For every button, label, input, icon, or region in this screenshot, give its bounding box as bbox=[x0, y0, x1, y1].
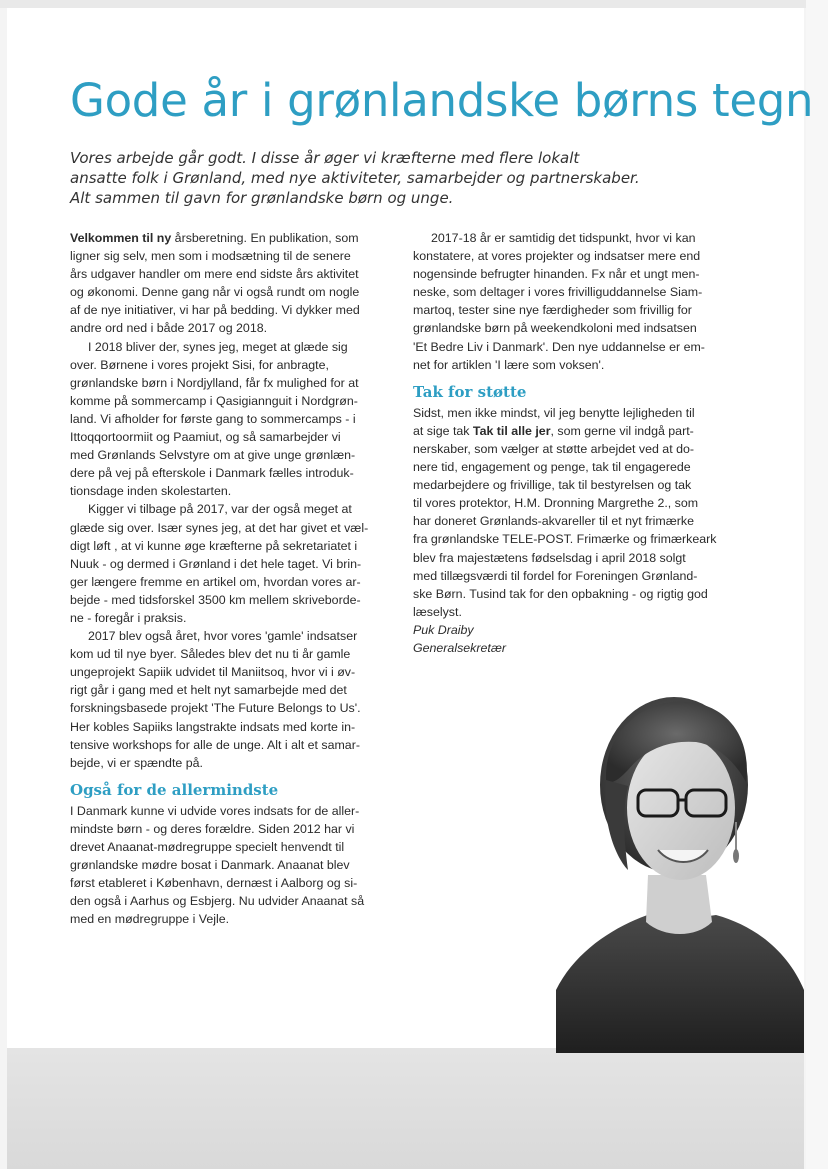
intro-lead bbox=[70, 148, 760, 208]
paragraph-synergy bbox=[413, 229, 738, 374]
text-line: digt løft , at vi kunne øge kræfterne på sekretariatet i bbox=[70, 538, 358, 553]
text-line: at sige tak bbox=[413, 423, 473, 438]
intro-line: Vores arbejde går godt. I disse år øger vi kræfterne med flere lokalt bbox=[70, 149, 580, 167]
text-line: Sidst, men ikke mindst, vil jeg benytte lejligheden til bbox=[413, 405, 695, 420]
text-line: net for artiklen 'I lære som voksen'. bbox=[413, 357, 605, 372]
paragraph-anaanat bbox=[70, 802, 392, 929]
section-heading-tak-for-stotte: Tak for støtte bbox=[413, 382, 527, 401]
scan-top-edge bbox=[0, 0, 828, 8]
text-line: grønlandske børn på weekendkoloni med indsatsen bbox=[413, 321, 697, 336]
page-title: Gode år i grønlandske børns tegn bbox=[70, 74, 814, 127]
text-line: den også i Aarhus og Esbjerg. Nu udvider Anaanat så bbox=[70, 894, 365, 909]
text-line: grønlandske børn i Nordjylland, får fx mulighed for at bbox=[70, 375, 359, 390]
section-heading-allermindste: Også for de allermindste bbox=[70, 780, 279, 799]
text-line: årsberetning. En publikation, som bbox=[171, 231, 359, 245]
text-line: glæde sig over. Især synes jeg, at det har givet et væl- bbox=[70, 520, 369, 535]
text-line: nogensinde befrugter hinanden. Fx når et ungt men- bbox=[413, 267, 700, 282]
text-line: Ittoqqortoormiit og Paamiut, og så samarbejder vi bbox=[70, 430, 341, 445]
text-line: over. Børnene i vores projekt Sisi, for anbragte, bbox=[70, 357, 329, 372]
text-line: til vores protektor, H.M. Dronning Margrethe 2., som bbox=[413, 496, 699, 511]
text-line: ger længere fremme en artikel om, hvordan vores ar- bbox=[70, 574, 361, 589]
text-line: forskningsbasede projekt 'The Future Belongs to Us'. bbox=[70, 701, 361, 716]
text-line: land. Vi afholder for første gang to sommercamps - i bbox=[70, 411, 356, 426]
intro-line: Alt sammen til gavn for grønlandske børn og unge. bbox=[70, 189, 454, 207]
text-line: ligner sig selv, men som i modsætning til de senere bbox=[70, 249, 351, 264]
signature-title: Generalsekretær bbox=[413, 640, 506, 655]
text-line: medarbejdere og frivillige, tak til bestyrelsen og tak bbox=[413, 478, 692, 493]
text-line: I 2018 bliver der, synes jeg, meget at glæde sig bbox=[88, 339, 348, 354]
text-line: ungeprojekt Sapiik udvidet til Maniitsoq, hvor vi i øv- bbox=[70, 665, 356, 680]
intro-line: ansatte folk i Grønland, med nye aktiviteter, samarbejder og partnerskaber. bbox=[70, 169, 640, 187]
text-line: 'Et Bedre Liv i Danmark'. Den nye uddannelse er em- bbox=[413, 339, 705, 354]
portrait-photo bbox=[556, 690, 804, 1053]
paragraph-thanks bbox=[413, 404, 738, 621]
text-line: tensive workshops for alle de unge. Alt i alt et samar- bbox=[70, 737, 360, 752]
left-column bbox=[70, 229, 392, 928]
text-line: har doneret Grønlands-akvareller til et nyt frimærke bbox=[413, 514, 694, 529]
scan-bottom-band bbox=[7, 1048, 804, 1169]
text-line: neske, som deltager i vores frivilliguddannelse Siam- bbox=[413, 285, 703, 300]
text-line: 2017 blev også året, hvor vores 'gamle' indsatser bbox=[88, 629, 358, 644]
text-line: ske Børn. Tusind tak for den opbakning - og rigtig god bbox=[413, 586, 708, 601]
text-line: nere tid, engagement og penge, tak til engagerede bbox=[413, 460, 691, 475]
paragraph-2017 bbox=[70, 500, 392, 627]
text-line: læselyst. bbox=[413, 604, 462, 619]
text-line: grønlandske mødre bosat i Danmark. Anaanat blev bbox=[70, 858, 350, 873]
text-line: mindste børn - og deres forældre. Siden 2012 har vi bbox=[70, 821, 355, 836]
signature-name: Puk Draiby bbox=[413, 622, 474, 637]
thanks-bold: Tak til alle јer bbox=[472, 423, 551, 438]
right-column bbox=[413, 229, 738, 657]
text-line: med tillægsværdi til fordel for Foreningen Grønland- bbox=[413, 568, 698, 583]
text-line: Her kobles Sapiiks langstrakte indsats med korte in- bbox=[70, 719, 356, 734]
text-line: kom ud til nye byer. Således blev det nu ti år gamle bbox=[70, 647, 351, 662]
text-line: konstatere, at vores projekter og indsatser mere end bbox=[413, 249, 701, 264]
scan-right-edge bbox=[806, 0, 828, 1169]
text-line: med en mødregruppe i Vejle. bbox=[70, 912, 230, 927]
text-line: og økonomi. Denne gang når vi også rundt om nogle bbox=[70, 285, 360, 300]
paragraph-new-towns bbox=[70, 627, 392, 772]
text-line: nerskaber, som vælger at støtte arbejdet ved at do- bbox=[413, 441, 694, 456]
welcome-bold: Velkommen til ny bbox=[70, 231, 172, 245]
text-line: med Grønlands Selvstyre om at give unge grønlæn- bbox=[70, 448, 356, 463]
text-line: komme på sommercamp i Qasigiannguit i Nordgrøn- bbox=[70, 393, 358, 408]
text-line: I Danmark kunne vi udvide vores indsats for de aller- bbox=[70, 803, 360, 818]
text-line: , som gerne vil indgå part- bbox=[550, 423, 694, 438]
text-line: fra grønlandske TELE-POST. Frimærke og frimærkeark bbox=[413, 532, 717, 547]
text-line: Nuuk - og dermed i Grønland i det hele taget. Vi brin- bbox=[70, 556, 362, 571]
text-line: tionsdage inden skolestarten. bbox=[70, 484, 232, 499]
text-line: drevet Anaanat-mødregruppe specielt henvendt til bbox=[70, 840, 345, 854]
text-line: martoq, tester sine nye færdigheder som frivillig for bbox=[413, 303, 692, 318]
text-line: først etableret i København, dernæst i Aalborg og si- bbox=[70, 876, 358, 891]
text-line: års udgaver handler om mere end sidste års aktivitet bbox=[70, 267, 359, 282]
text-line: 2017-18 år er samtidig det tidspunkt, hvor vi kan bbox=[431, 231, 696, 245]
text-line: ne - foregår i praksis. bbox=[70, 610, 187, 625]
text-line: blev fra majestætens fødselsdag i april 2018 solgt bbox=[413, 550, 686, 565]
signature bbox=[413, 621, 738, 657]
text-line: dere på vej på efterskole i Danmark fælles introduk- bbox=[70, 466, 354, 481]
text-line: Kigger vi tilbage på 2017, var der også meget at bbox=[88, 502, 352, 517]
paragraph-welcome bbox=[70, 229, 392, 338]
text-line: bejde, vi er spændte på. bbox=[70, 755, 203, 770]
text-line: rigt går i gang med et helt nyt samarbejde med det bbox=[70, 683, 347, 698]
text-line: af de nye initiativer, vi har på bedding. Vi dykker med bbox=[70, 303, 360, 318]
text-line: bejde - med tidsforskel 3500 km mellem skriveborde- bbox=[70, 592, 361, 607]
text-line: andre ord ned i både 2017 og 2018. bbox=[70, 321, 268, 336]
paragraph-2018 bbox=[70, 338, 392, 501]
